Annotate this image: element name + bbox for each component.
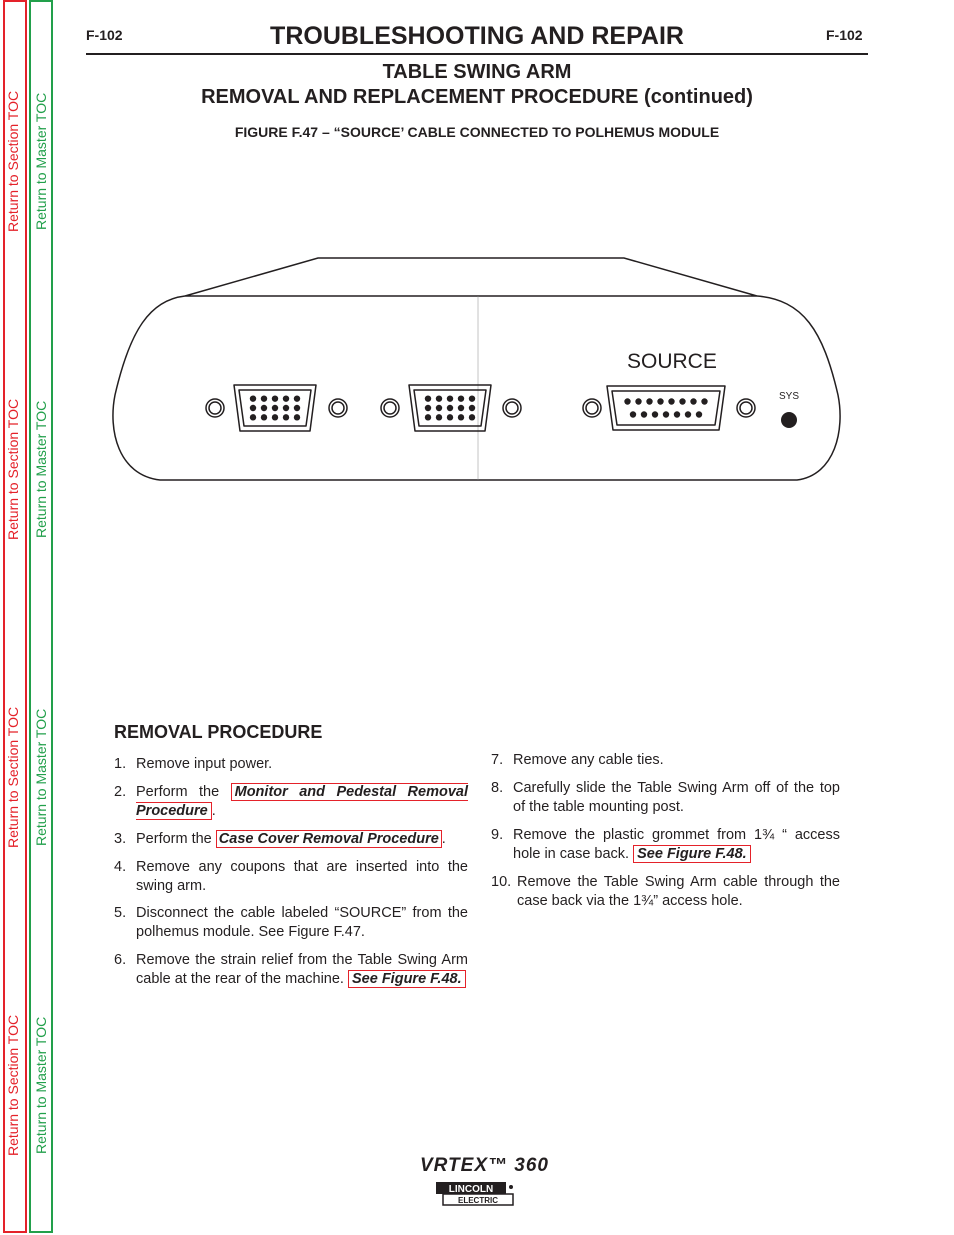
connector-pin (447, 395, 453, 401)
connector-pin (469, 395, 475, 401)
connector-pin (458, 405, 464, 411)
step-number: 7. (491, 752, 504, 768)
page-title: TROUBLESHOOTING AND REPAIR (270, 22, 684, 50)
lincoln-electric-logo (435, 1181, 515, 1207)
step-1 (114, 755, 468, 774)
step-text: Remove the Table Swing Arm cable through the case back via the 1¾” access hole. (517, 874, 840, 909)
connector-pin (436, 395, 442, 401)
connector-pin (685, 411, 691, 417)
connector-pin (696, 411, 702, 417)
step-number: 1. (114, 756, 127, 772)
monitor-pedestal-removal-link[interactable]: Monitor and Pedestal Removal Procedure (136, 784, 468, 819)
step-text: Perform the (136, 831, 212, 847)
step-number: 5. (114, 905, 127, 921)
connector-pin (436, 405, 442, 411)
connector-pin (679, 398, 685, 404)
screw-post-inner (332, 402, 344, 414)
step-3 (114, 830, 468, 849)
step-number: 8. (491, 780, 504, 796)
screw-post-inner (506, 402, 518, 414)
page-number-right: F-102 (826, 27, 863, 43)
master-toc-link-4[interactable]: Return to Master TOC (33, 1016, 49, 1154)
module-top-face (185, 258, 757, 296)
connector-pin (294, 405, 300, 411)
step-2 (114, 783, 468, 821)
product-brand: VRTEX™ 360 (420, 1155, 549, 1176)
connector-shell (607, 386, 725, 430)
connector-pin (283, 414, 289, 420)
section-subtitle: REMOVAL AND REPLACEMENT PROCEDURE (continued) (201, 86, 753, 108)
connector-pin (646, 398, 652, 404)
step-text: Remove the strain relief from the Table Swing Arm cable at the rear of the machine. (136, 952, 468, 987)
step-8 (491, 779, 840, 817)
connector-pin (652, 411, 658, 417)
section-toc-link-4[interactable]: Return to Section TOC (5, 1014, 21, 1156)
connector-pin (641, 411, 647, 417)
step-6 (114, 951, 468, 989)
case-cover-removal-link[interactable]: Case Cover Removal Procedure (216, 830, 442, 848)
connector-pin (294, 414, 300, 420)
connectors (206, 385, 755, 431)
step-text: Remove the plastic grommet from 1¾ “ access hole in case back. (513, 827, 840, 862)
step-text: Remove any cable ties. (513, 752, 664, 768)
connector-pin (272, 414, 278, 420)
screw-post-inner (586, 402, 598, 414)
connector-pin (458, 395, 464, 401)
connector-pin (668, 398, 674, 404)
step-number: 9. (491, 827, 504, 843)
logo-text-bottom: ELECTRIC (458, 1196, 498, 1205)
step-text-end: . (211, 803, 216, 819)
connector-pin (250, 395, 256, 401)
step-9 (491, 826, 840, 864)
see-figure-f48-link[interactable]: See Figure F.48. (348, 970, 466, 988)
connector-pin (447, 414, 453, 420)
connector-pin (458, 414, 464, 420)
sys-label: SYS (779, 391, 800, 402)
step-number: 6. (114, 952, 127, 968)
step-number: 10. (491, 874, 512, 890)
sys-indicator-led (781, 412, 797, 428)
master-toc-link-3[interactable]: Return to Master TOC (33, 708, 49, 846)
step-7 (491, 751, 840, 770)
step-number: 3. (114, 831, 127, 847)
see-figure-f48-link[interactable]: See Figure F.48. (633, 845, 751, 863)
step-5 (114, 904, 468, 942)
page-number-left: F-102 (86, 27, 123, 43)
connector-pin (447, 405, 453, 411)
master-toc-link-1[interactable]: Return to Master TOC (33, 92, 49, 230)
connector-pin (272, 395, 278, 401)
connector-pin (624, 398, 630, 404)
section-toc-link-2[interactable]: Return to Section TOC (5, 398, 21, 540)
step-text: Remove input power. (136, 756, 273, 772)
screw-post-inner (740, 402, 752, 414)
step-number: 4. (114, 859, 127, 875)
connector-pin (261, 414, 267, 420)
section-title: TABLE SWING ARM (382, 61, 572, 83)
connector-pin (436, 414, 442, 420)
section-toc-link-1[interactable]: Return to Section TOC (5, 90, 21, 232)
step-text: Perform the (136, 784, 220, 800)
connector-pin (469, 405, 475, 411)
connector-pin (261, 405, 267, 411)
procedure-heading: REMOVAL PROCEDURE (114, 722, 323, 742)
connector-pin (261, 395, 267, 401)
figure-caption: FIGURE F.47 – “SOURCE’ CABLE CONNECTED TO POLHEMUS MODULE (234, 124, 720, 140)
step-text-end: . (441, 831, 446, 847)
connector-pin (635, 398, 641, 404)
step-text: Carefully slide the Table Swing Arm off of the top of the table mounting post. (513, 780, 840, 815)
connector-pin (250, 414, 256, 420)
connector-pin (663, 411, 669, 417)
connector-pin (690, 398, 696, 404)
screw-post-inner (209, 402, 221, 414)
module-front-face (113, 296, 840, 480)
connector-pin (657, 398, 663, 404)
step-10 (491, 873, 840, 911)
connector-pin (283, 405, 289, 411)
step-4 (114, 858, 468, 896)
screw-post-inner (384, 402, 396, 414)
step-number: 2. (114, 784, 127, 800)
section-toc-link-3[interactable]: Return to Section TOC (5, 706, 21, 848)
connector-pin (425, 414, 431, 420)
connector-pin (674, 411, 680, 417)
step-text: Disconnect the cable labeled “SOURCE” from the polhemus module. See Figure F.47. (136, 905, 468, 940)
connector-pin (469, 414, 475, 420)
step-text: Remove any coupons that are inserted into the swing arm. (136, 859, 468, 894)
connector-pin (272, 405, 278, 411)
logo-text-top: LINCOLN (448, 1184, 494, 1195)
connector-pin (250, 405, 256, 411)
connector-pin (425, 405, 431, 411)
connector-pin (630, 411, 636, 417)
master-toc-link-2[interactable]: Return to Master TOC (33, 400, 49, 538)
connector-shell-inner (612, 391, 720, 425)
connector-pin (283, 395, 289, 401)
connector-pin (701, 398, 707, 404)
source-label: SOURCE (627, 350, 717, 373)
connector-pin (425, 395, 431, 401)
connector-pin (294, 395, 300, 401)
